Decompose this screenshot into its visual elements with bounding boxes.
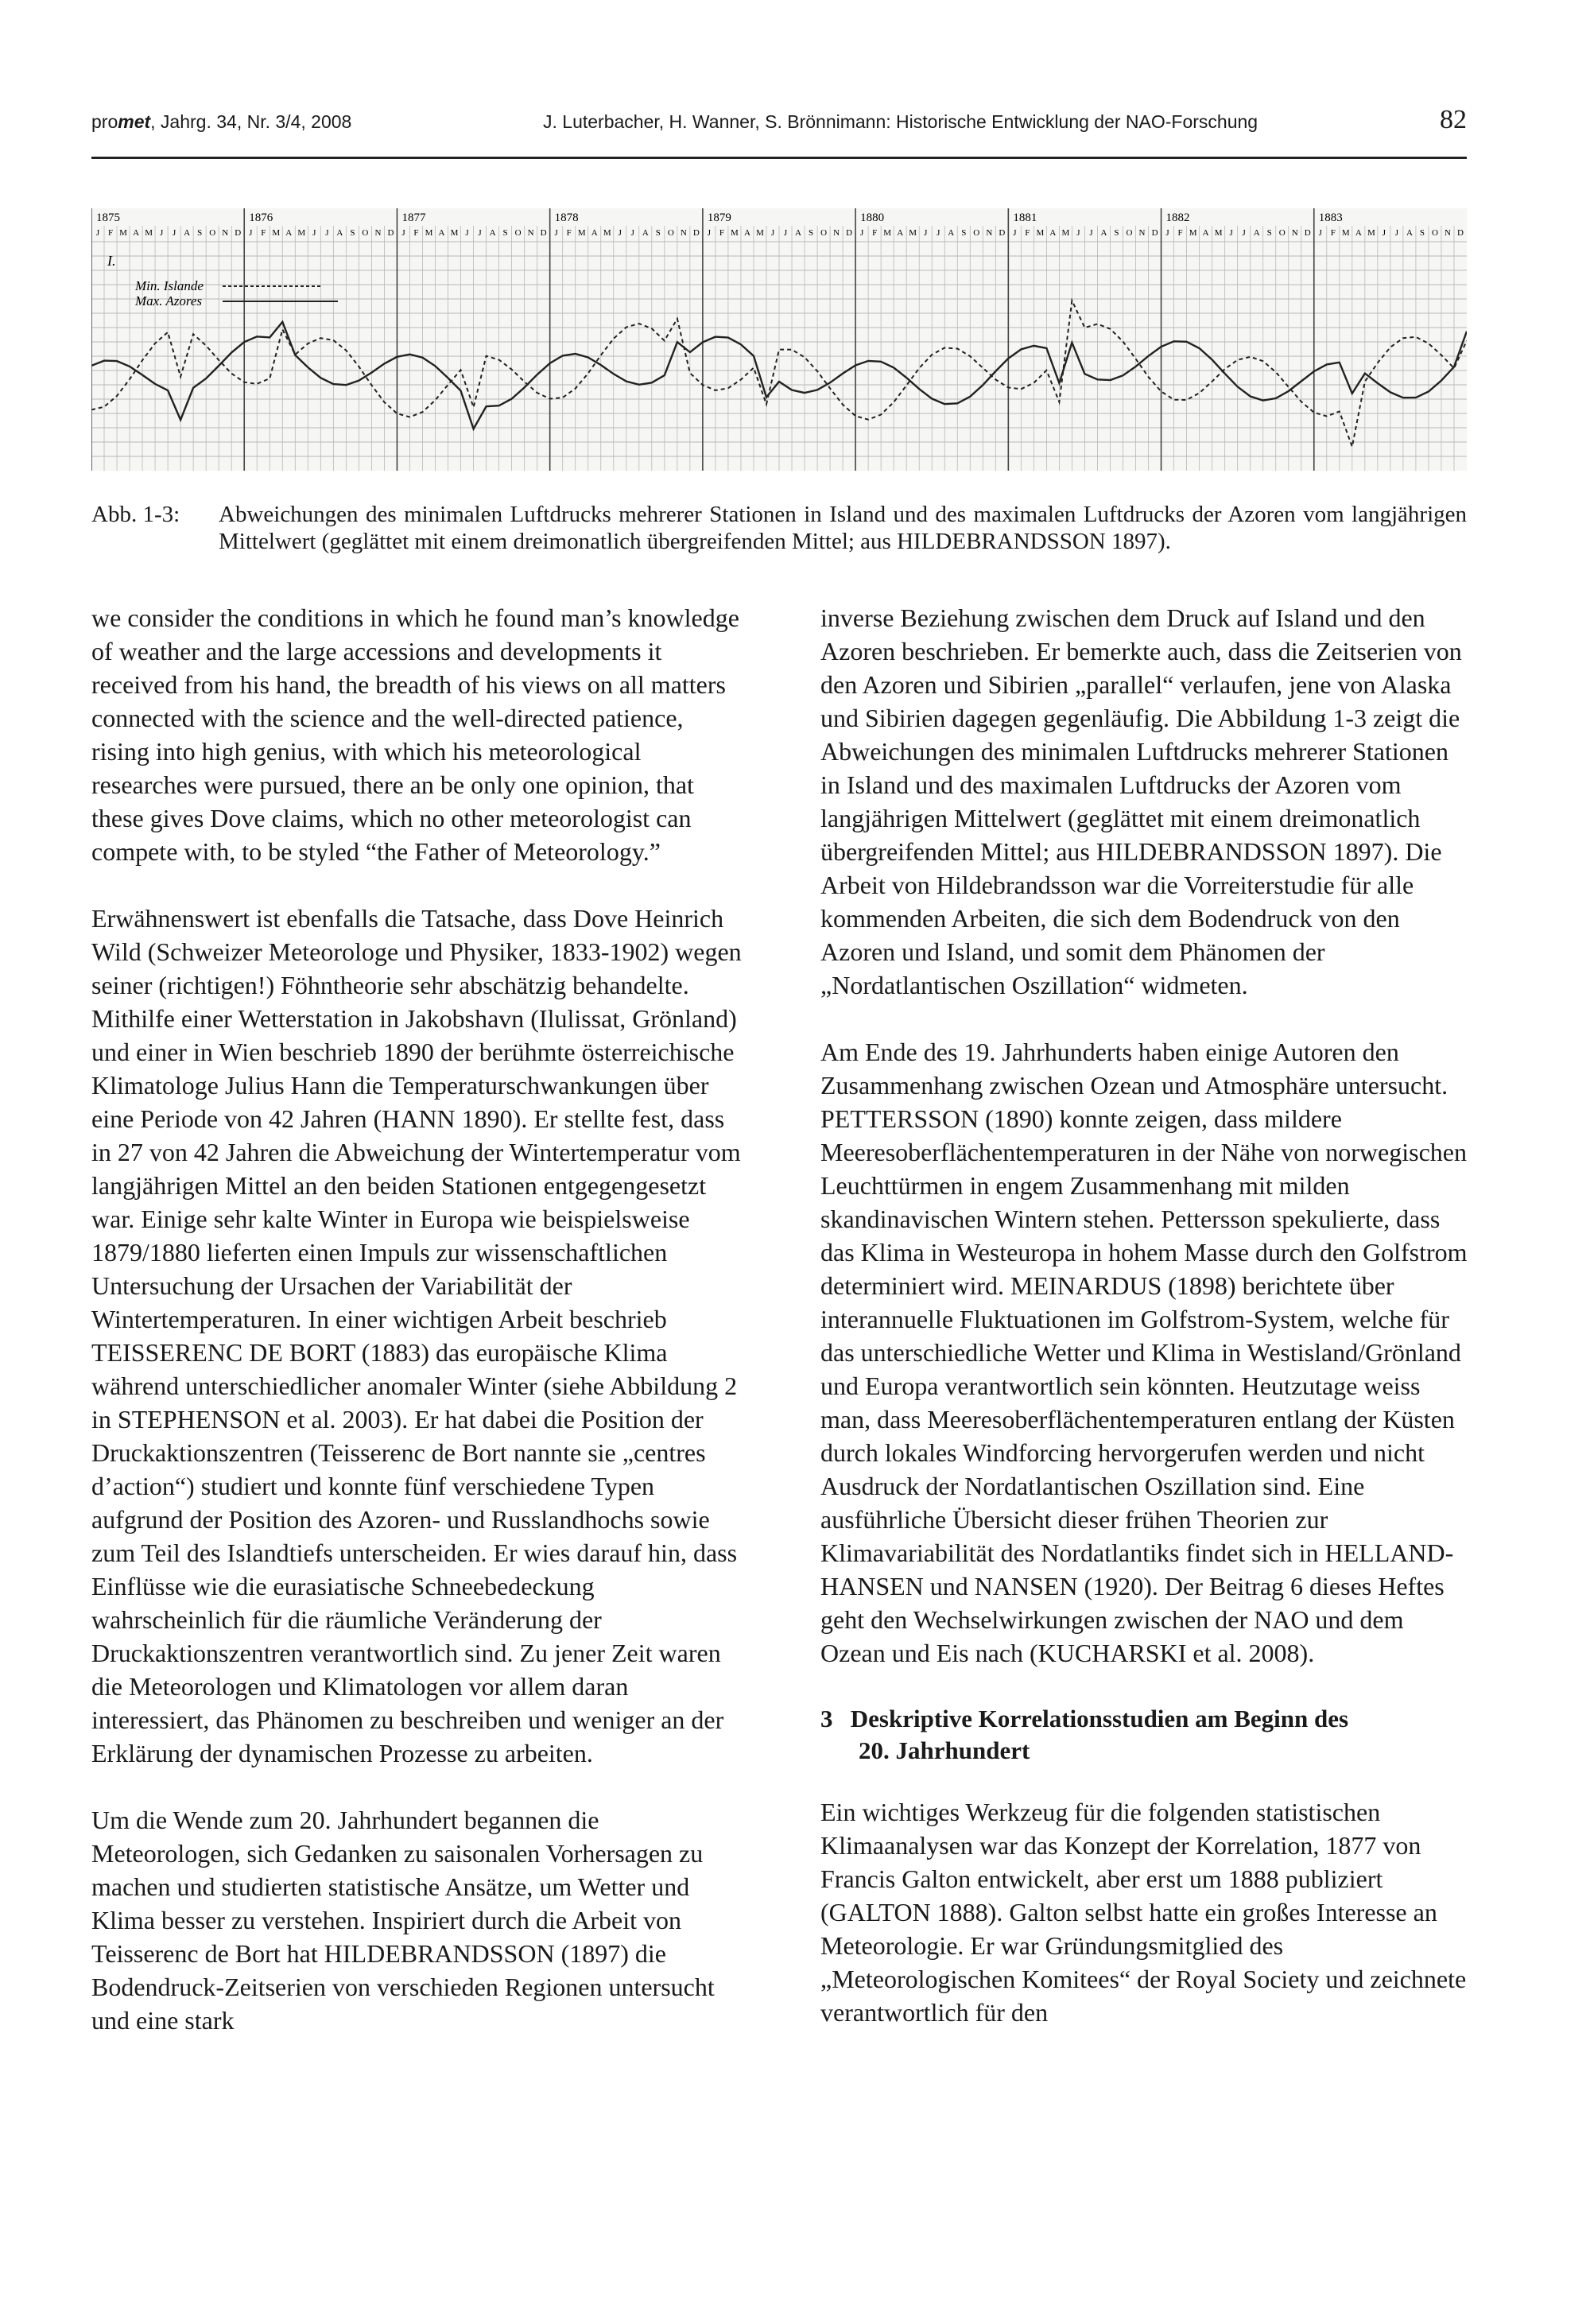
chart-grid bbox=[91, 208, 1467, 471]
month-label: F bbox=[107, 228, 114, 238]
month-label: S bbox=[655, 228, 661, 238]
year-label: 1881 bbox=[1013, 211, 1037, 224]
month-label: O bbox=[1126, 228, 1133, 238]
month-label: J bbox=[1089, 228, 1093, 238]
month-label: A bbox=[1253, 228, 1260, 238]
left-column bbox=[91, 601, 743, 2070]
paragraph-turn-of-century: Um die Wende zum 20. Jahrhundert begannen die Meteorologen, sich Gedanken zu saisonalen Vorhersagen zu machen und studierten statistische Ansätze, um Wetter und Klima besser zu verstehen. Inspiriert durch die Arbeit von Teisserenc de Bort hat HILDEBRANDSSON (1897) die Bodendruck-Zeitserien von verschieden Regionen untersucht und eine stark bbox=[91, 1806, 715, 2035]
month-label: F bbox=[719, 228, 724, 238]
right-column bbox=[820, 601, 1472, 2062]
month-label: A bbox=[489, 228, 496, 238]
month-label: J bbox=[783, 228, 788, 238]
year-label: 1878 bbox=[554, 211, 579, 224]
month-label: A bbox=[1100, 228, 1107, 238]
year-label: 1880 bbox=[860, 211, 885, 224]
section-number: 3 bbox=[820, 1705, 833, 1732]
month-label: M bbox=[145, 228, 153, 238]
year-label: 1877 bbox=[401, 211, 426, 224]
month-label: A bbox=[1049, 228, 1057, 238]
month-label: M bbox=[272, 228, 281, 238]
article-authors-title: J. Luterbacher, H. Wanner, S. Brönnimann: Historische Entwicklung der NAO-Forschung bbox=[543, 111, 1258, 132]
month-label: M bbox=[425, 228, 433, 238]
month-label: A bbox=[285, 228, 293, 238]
month-label: A bbox=[948, 228, 955, 238]
figure-pressure-chart bbox=[91, 208, 1467, 471]
page-number: 82 bbox=[1440, 105, 1467, 134]
month-label: S bbox=[502, 228, 508, 238]
section-heading bbox=[820, 1703, 1472, 1767]
month-label: J bbox=[770, 228, 775, 238]
month-label: M bbox=[1214, 228, 1223, 238]
month-label: J bbox=[465, 228, 469, 238]
month-label: F bbox=[1330, 228, 1336, 238]
month-label: S bbox=[1266, 228, 1272, 238]
month-label: S bbox=[808, 228, 814, 238]
month-label: A bbox=[336, 228, 343, 238]
month-label: S bbox=[1114, 228, 1119, 238]
month-label: O bbox=[362, 228, 369, 238]
month-label: M bbox=[1061, 228, 1070, 238]
month-label: F bbox=[872, 228, 878, 238]
month-label: D bbox=[540, 228, 547, 238]
month-label: M bbox=[450, 228, 459, 238]
month-label: S bbox=[1419, 228, 1425, 238]
header-rule bbox=[91, 157, 1467, 159]
year-label: 1879 bbox=[707, 211, 731, 224]
month-label: F bbox=[1177, 228, 1183, 238]
month-label: J bbox=[1076, 228, 1080, 238]
year-label: 1875 bbox=[96, 211, 120, 224]
month-label: D bbox=[1457, 228, 1464, 238]
month-label: J bbox=[1013, 228, 1017, 238]
month-label: M bbox=[119, 228, 127, 238]
month-label: F bbox=[413, 228, 419, 238]
month-label: M bbox=[577, 228, 586, 238]
month-label: N bbox=[527, 228, 534, 238]
legend-min-label: Min. Islande bbox=[135, 278, 204, 293]
month-label: D bbox=[235, 228, 242, 238]
month-label: A bbox=[897, 228, 904, 238]
month-label: J bbox=[554, 228, 558, 238]
month-label: A bbox=[184, 228, 191, 238]
month-label: M bbox=[1189, 228, 1197, 238]
month-label: F bbox=[1025, 228, 1030, 238]
running-header bbox=[91, 105, 1467, 137]
month-label: O bbox=[667, 228, 674, 238]
month-label: J bbox=[325, 228, 329, 238]
month-label: A bbox=[743, 228, 750, 238]
month-label: J bbox=[1229, 228, 1233, 238]
month-label: N bbox=[680, 228, 687, 238]
month-label: M bbox=[1036, 228, 1045, 238]
month-label: M bbox=[297, 228, 306, 238]
month-label: A bbox=[591, 228, 598, 238]
section-title-line2: 20. Jahrhundert bbox=[859, 1736, 1030, 1764]
month-label: M bbox=[883, 228, 892, 238]
month-label: N bbox=[374, 228, 382, 238]
month-label: J bbox=[95, 228, 100, 238]
month-label: M bbox=[756, 228, 764, 238]
month-label: F bbox=[566, 228, 572, 238]
month-label: O bbox=[820, 228, 828, 238]
month-label: M bbox=[731, 228, 739, 238]
month-label: J bbox=[1242, 228, 1246, 238]
month-label: J bbox=[478, 228, 482, 238]
month-label: D bbox=[1151, 228, 1158, 238]
month-label: O bbox=[973, 228, 980, 238]
month-label: J bbox=[401, 228, 405, 238]
month-label: J bbox=[159, 228, 164, 238]
month-label: N bbox=[986, 228, 993, 238]
month-label: O bbox=[1278, 228, 1286, 238]
month-label: J bbox=[630, 228, 634, 238]
month-label: O bbox=[514, 228, 522, 238]
month-label: M bbox=[909, 228, 917, 238]
month-label: M bbox=[603, 228, 611, 238]
month-label: O bbox=[1431, 228, 1438, 238]
month-label: A bbox=[642, 228, 649, 238]
paragraph-wild-hann: Erwähnenswert ist ebenfalls die Tatsache, dass Dove Heinrich Wild (Schweizer Meteorologe und Physiker, 1833-1902) wegen seiner (richtigen!) Föhntheorie sehr abschätzig behandelte. Mithilfe einer Wetterstation in Jakobshavn (Ilulissat, Grönland) und einer in Wien beschrieb 1890 der berühmte österreichische Klimatologe Julius Hann die Temperaturschwankungen über eine Periode von 42 Jahren (HANN 1890). Er stellte fest, dass in 27 von 42 Jahren die Abweichung der Wintertemperatur vom langjährigen Mittel an den beiden Stationen entgegengesetzt war. Einige sehr kalte Winter in Europa wie beispielsweise 1879/1880 lieferten einen Impuls zur wissenschaftlichen Untersuchung der Ursachen der Variabilität der Wintertemperaturen. In einer wichtigen Arbeit beschrieb TEISSERENC DE BORT (1883) das europäische Klima während unterschiedlicher anomaler Winter (siehe Abbildung 2 in STEPHENSON et al. 2003). Er hat dabei die Position der Druckaktionszentren (Teisserenc de Bort nannte sie „centres d’action“) studiert und konnte fünf verschiedene Typen aufgrund der Position des Azoren- und Russlandhochs sowie zum Teil des Islandtiefs unterscheiden. Er wies darauf hin, dass Einflüsse wie die eurasiatische Schneebedeckung wahrscheinlich für die räumliche Veränderung der Druckaktionszentren verantwortlich sind. Zu jener Zeit waren die Meteorologen und Klimatologen vor allem daran interessiert, das Phänomen zu beschreiben und weniger an der Erklärung der dynamischen Prozesse zu arbeiten. bbox=[91, 904, 742, 1767]
caption-text: Abweichungen des minimalen Luftdrucks mehrerer Stationen in Island und des maximalen Luftdrucks der Azoren vom langjährigen Mittelwert (geglättet mit einem dreimonatlich übergreifenden Mittel; aus HILDEBRANDSSON 1897). bbox=[219, 502, 1467, 554]
figure-caption bbox=[91, 501, 1467, 555]
caption-label: Abb. 1-3: bbox=[91, 502, 180, 527]
month-label: N bbox=[222, 228, 229, 238]
month-label: S bbox=[197, 228, 203, 238]
panel-label: I. bbox=[107, 253, 116, 269]
year-labels bbox=[96, 211, 1343, 224]
month-labels bbox=[96, 228, 1464, 238]
month-label: J bbox=[937, 228, 940, 238]
month-label: J bbox=[924, 228, 928, 238]
paragraph-galton: Ein wichtiges Werkzeug für die folgenden statistischen Klimaanalysen war das Konzept der Korrelation, 1877 von Francis Galton entwickelt, aber erst um 1888 publiziert (GALTON 1888). Galton selbst hatte ein großes Interesse an Meteorologie. Er war Gründungsmitglied des „Meteorologischen Komitees“ der Royal Society und zeichnete verantwortlich für den bbox=[820, 1798, 1467, 2027]
month-label: A bbox=[795, 228, 802, 238]
month-label: J bbox=[249, 228, 253, 238]
month-label: F bbox=[261, 228, 266, 238]
month-label: M bbox=[1341, 228, 1350, 238]
month-label: A bbox=[1406, 228, 1413, 238]
month-label: J bbox=[707, 228, 712, 238]
month-label: S bbox=[350, 228, 355, 238]
month-label: J bbox=[618, 228, 622, 238]
legend-max-label: Max. Azores bbox=[135, 293, 203, 308]
month-label: N bbox=[1138, 228, 1146, 238]
month-label: S bbox=[961, 228, 967, 238]
year-label: 1882 bbox=[1165, 211, 1190, 224]
month-label: N bbox=[1291, 228, 1298, 238]
month-label: M bbox=[1367, 228, 1375, 238]
month-label: D bbox=[999, 228, 1006, 238]
pressure-chart-svg bbox=[91, 208, 1467, 471]
month-label: D bbox=[387, 228, 394, 238]
month-label: J bbox=[1165, 228, 1169, 238]
year-label: 1876 bbox=[249, 211, 273, 224]
month-label: J bbox=[312, 228, 316, 238]
month-label: J bbox=[172, 228, 176, 238]
year-label: 1883 bbox=[1318, 211, 1343, 224]
month-label: D bbox=[846, 228, 853, 238]
month-label: O bbox=[209, 228, 216, 238]
month-label: J bbox=[859, 228, 864, 238]
paragraph-inverse-relation: inverse Beziehung zwischen dem Druck auf Island und den Azoren beschrieben. Er bemerkte auch, dass die Zeitserien von den Azoren und Sibirien „parallel“ verlaufen, jene von Alaska und Sibirien dagegen gegenläufig. Die Abbildung 1-3 zeigt die Abweichungen des minimalen Luftdrucks mehrerer Stationen in Island und des maximalen Luftdrucks der Azoren vom langjährigen Mittelwert (geglättet mit einem dreimonatlich übergreifenden Mittel; aus HILDEBRANDSSON 1897). Die Arbeit von Hildebrandsson war die Vorreiterstudie für alle kommenden Arbeiten, die sich dem Bodendruck von den Azoren und Island, und somit dem Phänomen der „Nordatlantischen Oszillation“ widmeten. bbox=[820, 603, 1462, 999]
month-label: J bbox=[1382, 228, 1386, 238]
section-title-line1: Deskriptive Korrelationsstudien am Beginn des bbox=[850, 1705, 1349, 1732]
paragraph-ocean-atmosphere: Am Ende des 19. Jahrhunderts haben einige Autoren den Zusammenhang zwischen Ozean und Atmosphäre untersucht. PETTERSSON (1890) konnte zeigen, dass mildere Meeresoberflächentemperaturen in der Nähe von norwegischen Leuchttürmen in engem Zusammenhang mit milden skandinavischen Wintern stehen. Pettersson spekulierte, dass das Klima in Westeuropa in hohem Masse durch den Golfstrom determiniert wird. MEINARDUS (1898) berichtete über interannuelle Fluktuationen im Golfstrom-System, welche für das unterschiedliche Wetter und Klima in Westisland/Grönland und Europa verantwortlich sein könnten. Heutzutage weiss man, dass Meeresoberflächentemperaturen entlang der Küsten durch lokales Windforcing hervorgerufen werden und nicht Ausdruck der Nordatlantischen Oszillation sind. Eine ausführliche Übersicht dieser frühen Theorien zur Klimavariabilität des Nordatlantiks findet sich in HELLAND-HANSEN und NANSEN (1920). Der Beitrag 6 dieses Heftes geht den Wechselwirkungen zwischen der NAO und dem Ozean und Eis nach (KUCHARSKI et al. 2008). bbox=[820, 1038, 1468, 1667]
month-label: A bbox=[1355, 228, 1362, 238]
month-label: J bbox=[1394, 228, 1399, 238]
month-label: D bbox=[692, 228, 700, 238]
month-label: N bbox=[1444, 228, 1451, 238]
month-label: A bbox=[133, 228, 140, 238]
month-label: A bbox=[1202, 228, 1209, 238]
month-label: D bbox=[1304, 228, 1311, 238]
journal-citation: promet, Jahrg. 34, Nr. 3/4, 2008 bbox=[91, 111, 352, 132]
month-label: N bbox=[833, 228, 840, 238]
month-label: A bbox=[438, 228, 445, 238]
quote-paragraph: we consider the conditions in which he found man’s knowledge of weather and the large accessions and developments it received from his hand, the breadth of his views on all matters connected with the science and the well-directed patience, rising into high genius, with which his meteorological researches were pursued, there an be only one opinion, that these gives Dove claims, which no other meteorologist can compete with, to be styled “the Father of Meteorology.” bbox=[91, 603, 739, 866]
month-label: J bbox=[1318, 228, 1322, 238]
